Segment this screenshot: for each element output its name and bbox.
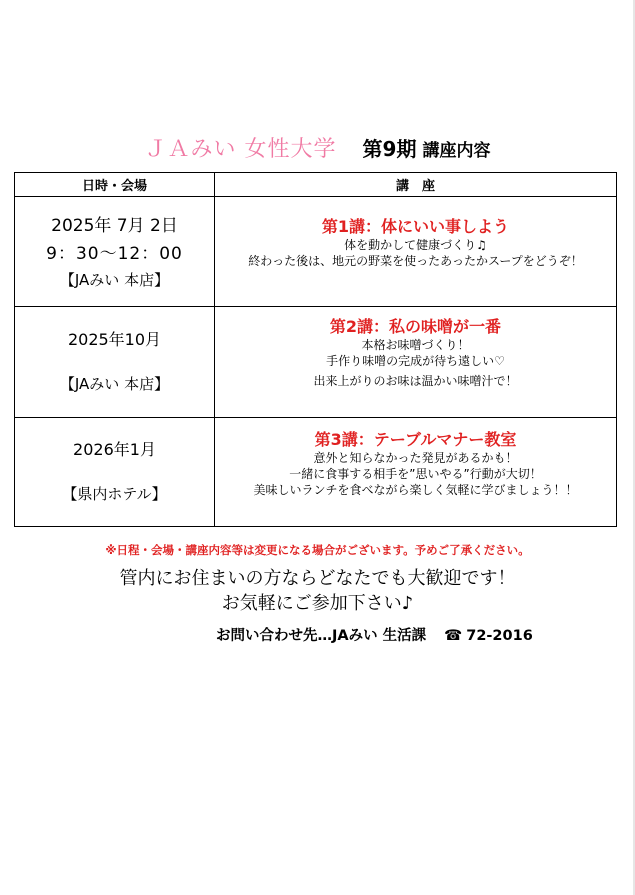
table-row: [15, 418, 617, 527]
lecture-line: 体を動かして健康づくり♫: [344, 238, 487, 252]
lecture-line: 出来上がりのお味は温かい味噌汁で！: [313, 374, 518, 388]
contact-label: お問い合わせ先…JAみい 生活課: [216, 628, 427, 644]
row-venue: 【県内ホテル】: [62, 485, 167, 503]
title-term: 第9期: [362, 137, 417, 161]
table-header-row: [15, 173, 617, 197]
page-title: [0, 132, 635, 163]
table-row: [15, 307, 617, 418]
lecture-title: 第3講：テーブルマナー教室: [314, 430, 517, 449]
lecture-title: 第1講：体にいい事しよう: [321, 217, 510, 236]
contact-info: [216, 624, 533, 645]
lecture-title: 第2講：私の味噌が一番: [329, 317, 502, 336]
date-venue-cell: [15, 197, 215, 307]
row-date: 2025年10月: [67, 330, 162, 349]
welcome-line-1: 管内にお住まいの方ならどなたでも大歓迎です！: [119, 568, 516, 589]
contact-phone: 72-2016: [466, 628, 533, 644]
title-topic: 講座内容: [422, 141, 491, 161]
lecture-line: 本格お味噌づくり！: [361, 338, 470, 352]
lecture-line: 終わった後は、地元の野菜を使ったあったかスープをどうぞ！: [248, 254, 583, 268]
row-venue: 【JAみい 本店】: [59, 270, 170, 289]
header-lecture: 講 座: [215, 173, 617, 197]
row-date: 2025年 7月 2日: [51, 215, 178, 236]
welcome-line-2: お気軽にご参加下さい♪: [221, 593, 414, 614]
table-row: [15, 197, 617, 307]
title-organization: ＪＡみい 女性大学: [144, 137, 337, 162]
lecture-cell: [215, 307, 617, 418]
row-venue: 【JAみい 本店】: [59, 375, 170, 393]
schedule-table: [14, 172, 617, 527]
date-venue-cell: [15, 418, 215, 527]
lecture-line: 一緒に食事する相手を”思いやる”行動が大切！: [289, 467, 542, 481]
row-time: 9：30～12：00: [46, 243, 183, 264]
lecture-cell: [215, 418, 617, 527]
welcome-message: [0, 566, 635, 616]
lecture-line: 美味しいランチを食べながら楽しく気軽に学びましょう！！: [253, 483, 578, 497]
change-notice: ※日程・会場・講座内容等は変更になる場合がございます。予めご了承ください。: [105, 543, 530, 557]
header-date-venue: 日時・会場: [15, 173, 215, 197]
lecture-line: 意外と知らなかった発見があるかも！: [313, 451, 518, 465]
lecture-line: 手作り味噌の完成が待ち遠しい♡: [326, 354, 505, 368]
date-venue-cell: [15, 307, 215, 418]
lecture-cell: [215, 197, 617, 307]
row-date: 2026年1月: [73, 440, 156, 459]
phone-icon: ☎: [444, 628, 463, 644]
